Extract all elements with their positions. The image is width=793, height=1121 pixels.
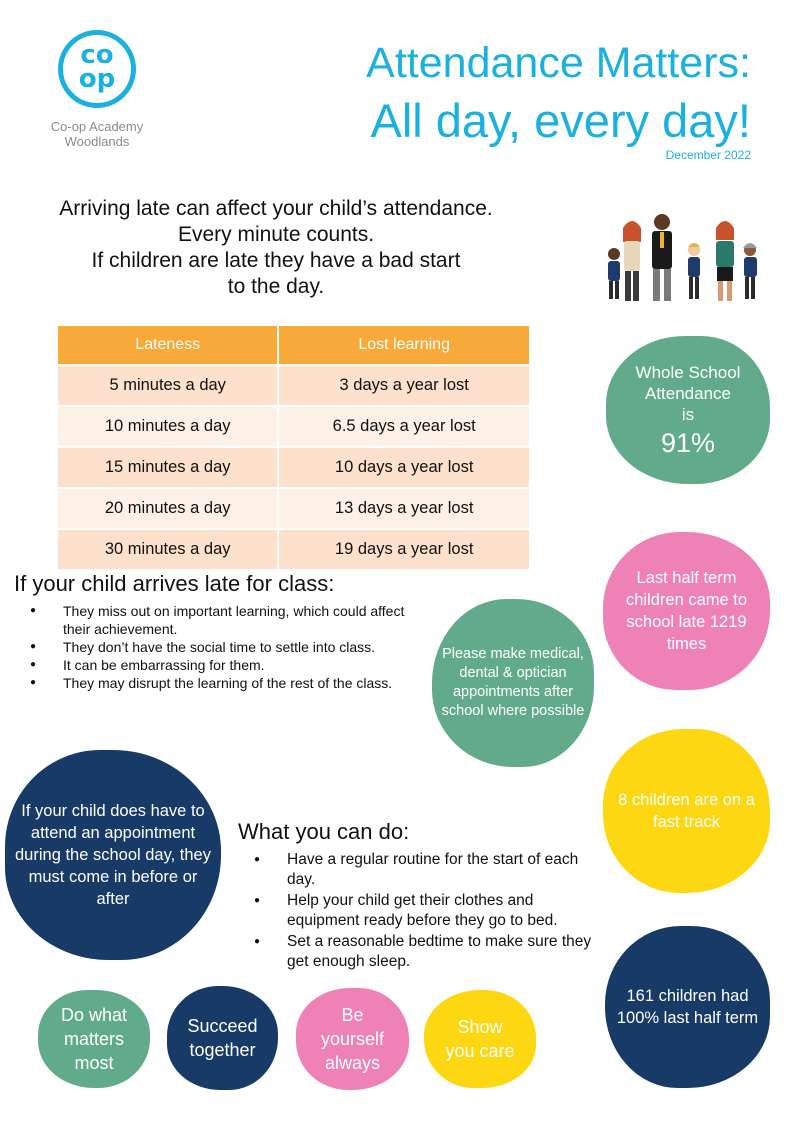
value-line: together: [189, 1040, 256, 1060]
attendance-label-line: Attendance: [644, 383, 731, 403]
newsletter-date: December 2022: [665, 148, 751, 162]
lateness-table: [58, 326, 529, 569]
full-attendance-text: 161 children had 100% last half term: [616, 987, 759, 1027]
value-line: yourself: [320, 1029, 385, 1049]
table-row: [58, 488, 529, 529]
value-line: Show: [457, 1017, 503, 1037]
list-item: ● They may disrupt the learning of the rest of the class.: [30, 674, 430, 692]
appointments-bubble: [432, 599, 594, 767]
value-line: Succeed: [187, 1016, 258, 1036]
late-section-heading: If your child arrives late for class:: [14, 571, 335, 596]
column-header-lateness: Lateness: [58, 326, 278, 365]
person-man-center: [652, 214, 672, 301]
table-cell: 3 days a year lost: [278, 365, 529, 406]
intro-text: [26, 196, 526, 300]
page-title-line2: All day, every day!: [370, 94, 751, 147]
attendance-label-line: Whole School: [635, 362, 741, 382]
appointments-text: Please make medical, dental & optician appointments after school where possible: [441, 646, 585, 719]
value-badge-succeed-together: [167, 986, 278, 1090]
value-line: most: [74, 1053, 114, 1073]
intro-line: If children are late they have a bad start: [91, 249, 461, 272]
school-people-illustration: [600, 210, 770, 310]
value-line: always: [324, 1053, 381, 1073]
late-consequences-list: [30, 602, 430, 692]
intro-line: Every minute counts.: [177, 223, 375, 246]
value-badge-do-what-matters-most: [38, 990, 150, 1088]
person-child-center: [688, 243, 700, 299]
list-item: ● They don’t have the social time to settle into class.: [30, 638, 430, 656]
school-name: [30, 119, 164, 149]
table-cell: 10 days a year lost: [278, 447, 529, 488]
intro-line: Arriving late can affect your child’s attendance.: [59, 197, 493, 220]
late-count-text: Last half term children came to school late 1219 times: [625, 569, 748, 653]
fast-track-text: 8 children are on a fast track: [618, 791, 755, 831]
attendance-percentage: 91%: [660, 427, 716, 458]
coop-logo: [58, 30, 136, 108]
value-badge-show-you-care: [424, 990, 536, 1088]
attendance-label-line: is: [681, 404, 695, 424]
value-badge-be-yourself-always: [296, 988, 409, 1090]
table-cell: 13 days a year lost: [278, 488, 529, 529]
person-woman-left: [623, 221, 641, 301]
table-header-row: [58, 326, 529, 365]
what-you-can-do-heading: What you can do:: [238, 819, 410, 844]
list-item: ● It can be embarrassing for them.: [30, 656, 430, 674]
table-cell: 20 minutes a day: [58, 488, 278, 529]
table-row: [58, 447, 529, 488]
appointment-timing-bubble: [5, 750, 221, 960]
person-child-right: [743, 243, 757, 299]
value-line: Be: [341, 1005, 364, 1025]
value-line: you care: [445, 1041, 515, 1061]
table-cell: 10 minutes a day: [58, 406, 278, 447]
intro-line: to the day.: [227, 275, 325, 298]
table-cell: 19 days a year lost: [278, 529, 529, 569]
school-name-line1: Co-op Academy: [50, 119, 144, 134]
logo-text-top: co: [80, 40, 114, 70]
page-title-line1: Attendance Matters:: [366, 39, 751, 87]
school-name-line2: Woodlands: [64, 134, 130, 149]
late-count-bubble: [603, 532, 770, 690]
logo-text-bottom: op: [78, 64, 116, 94]
table-row: [58, 529, 529, 569]
full-attendance-bubble: [605, 926, 770, 1088]
appointment-timing-text: If your child does have to attend an appointment during the school day, they must come in before or after: [15, 802, 211, 908]
fast-track-bubble: [603, 729, 770, 893]
table-cell: 30 minutes a day: [58, 529, 278, 569]
person-woman-right: [716, 221, 734, 301]
list-item: ● They miss out on important learning, which could affect their achievement.: [30, 602, 430, 638]
list-item: ● Help your child get their clothes and equipment ready before they go to bed.: [254, 891, 606, 931]
value-line: Do what: [60, 1005, 128, 1025]
table-cell: 5 minutes a day: [58, 365, 278, 406]
column-header-lost-learning: Lost learning: [278, 326, 529, 365]
table-row: [58, 406, 529, 447]
table-cell: 6.5 days a year lost: [278, 406, 529, 447]
person-child-left: [608, 248, 620, 299]
table-row: [58, 365, 529, 406]
list-item: ● Set a reasonable bedtime to make sure they get enough sleep.: [254, 932, 606, 972]
value-line: matters: [63, 1029, 124, 1049]
what-you-can-do-list: [254, 850, 606, 973]
attendance-stat-bubble: [606, 336, 770, 484]
list-item: ● Have a regular routine for the start of each day.: [254, 850, 606, 890]
table-cell: 15 minutes a day: [58, 447, 278, 488]
